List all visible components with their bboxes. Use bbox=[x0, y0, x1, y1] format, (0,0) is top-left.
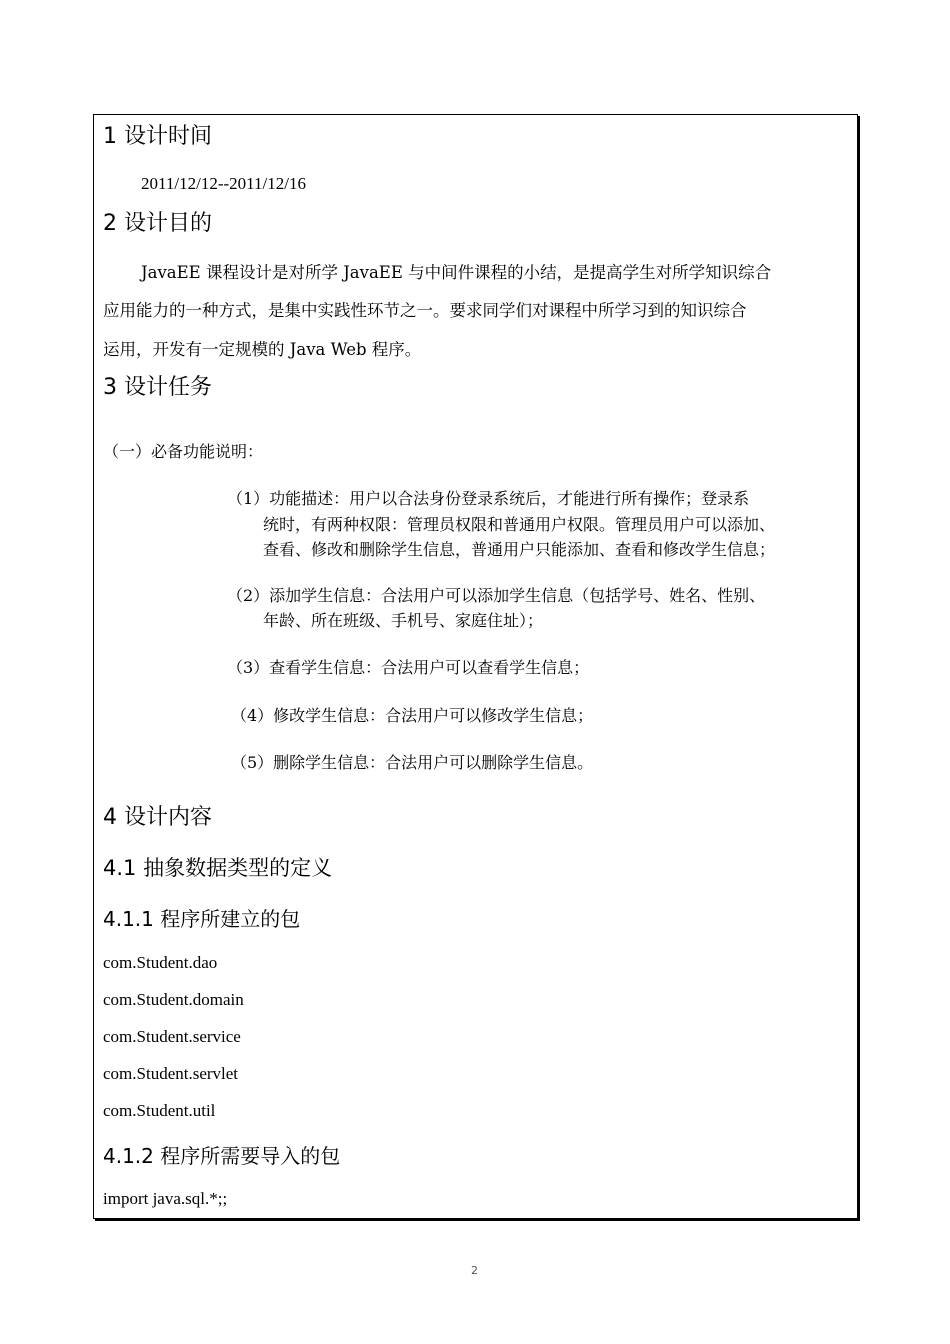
task-item-4: （4）修改学生信息：合法用户可以修改学生信息； bbox=[231, 706, 594, 725]
section-2-title: 2 设计目的 bbox=[103, 211, 212, 236]
purpose-line-2: 应用能力的一种方式，是集中实践性环节之一。要求同学们对课程中所学习到的知识综合 bbox=[103, 301, 747, 320]
section-1-title: 1 设计时间 bbox=[103, 124, 212, 149]
task-item-2-line-2: 年龄、所在班级、手机号、家庭住址）； bbox=[263, 611, 544, 630]
import-statement: import java.sql.*;; bbox=[103, 1189, 228, 1208]
package-list-item: com.Student.servlet bbox=[103, 1064, 239, 1083]
purpose-line-3: 运用，开发有一定规模的 Java Web 程序。 bbox=[103, 340, 422, 359]
purpose-line-1: JavaEE 课程设计是对所学 JavaEE 与中间件课程的小结，是提高学生对所学知识综合 bbox=[141, 263, 772, 282]
section-4-1-title: 4.1 抽象数据类型的定义 bbox=[103, 856, 333, 880]
package-list-item: com.Student.util bbox=[103, 1101, 216, 1120]
task-item-1-line-2: 统时，有两种权限：管理员权限和普通用户权限。管理员用户可以添加、 bbox=[263, 515, 776, 534]
required-functions-heading: （一）必备功能说明： bbox=[103, 442, 264, 461]
task-item-1-line-1: （1）功能描述：用户以合法身份登录系统后，才能进行所有操作；登录系 bbox=[227, 489, 750, 508]
package-list-item: com.Student.dao bbox=[103, 953, 218, 972]
section-4-1-1-title: 4.1.1 程序所建立的包 bbox=[103, 907, 301, 931]
package-list-item: com.Student.domain bbox=[103, 990, 244, 1009]
section-3-title: 3 设计任务 bbox=[103, 375, 212, 400]
package-list-item: com.Student.service bbox=[103, 1027, 241, 1046]
task-item-2-line-1: （2）添加学生信息：合法用户可以添加学生信息（包括学号、姓名、性别、 bbox=[227, 586, 766, 605]
page-number: 2 bbox=[471, 1264, 478, 1277]
section-4-title: 4 设计内容 bbox=[103, 805, 212, 830]
design-date-range: 2011/12/12--2011/12/16 bbox=[141, 174, 306, 193]
task-item-3: （3）查看学生信息：合法用户可以查看学生信息； bbox=[227, 658, 590, 677]
task-item-1-line-3: 查看、修改和删除学生信息，普通用户只能添加、查看和修改学生信息； bbox=[263, 540, 776, 559]
task-item-5: （5）删除学生信息：合法用户可以删除学生信息。 bbox=[231, 753, 594, 772]
section-4-1-2-title: 4.1.2 程序所需要导入的包 bbox=[103, 1144, 341, 1168]
